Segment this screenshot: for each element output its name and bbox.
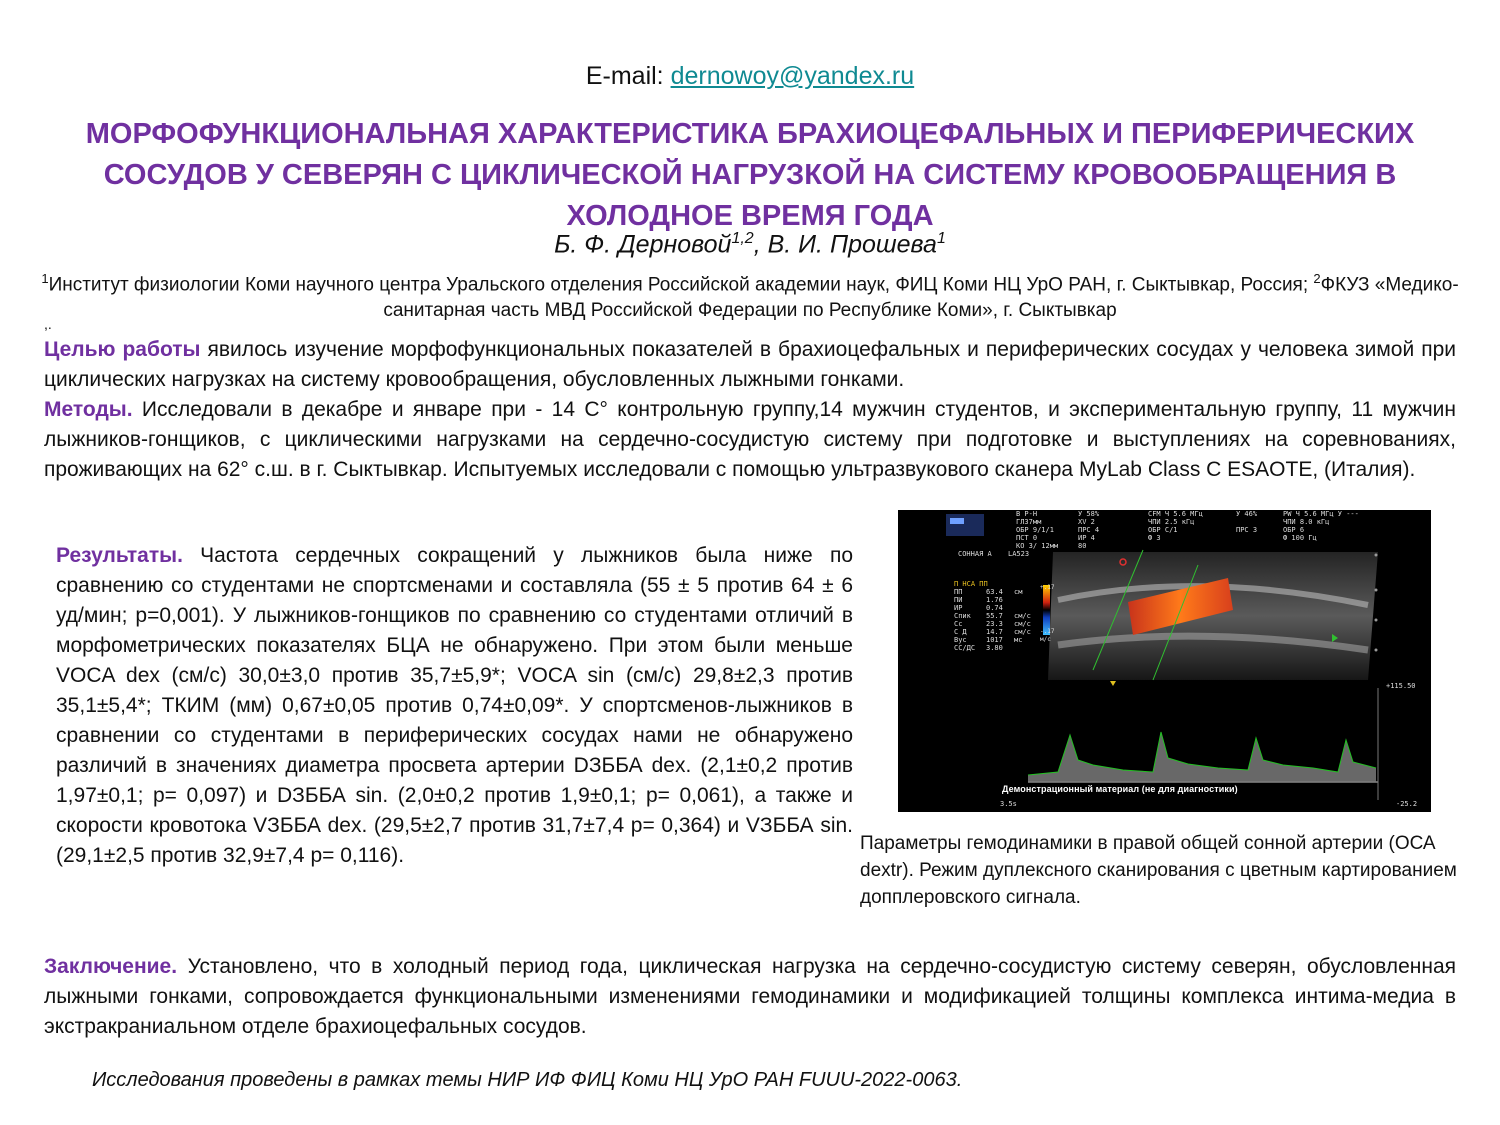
us-measurement-key: ПП bbox=[954, 588, 963, 596]
us-h1-line: КО 3/ 12мм bbox=[1016, 542, 1059, 550]
author-1: Б. Ф. Дерновой bbox=[554, 230, 732, 259]
us-h2-line: ИР 4 bbox=[1078, 534, 1095, 542]
us-vessel-label: СОННАЯ А bbox=[958, 550, 992, 558]
affil-1-text: Институт физиологии Коми научного центра Уральского отделения Российской академии наук, ФИЦ Коми НЦ УрО РАН, г. Сыктывкар, Россия; bbox=[48, 274, 1314, 296]
us-measurement-key: ПИ bbox=[954, 596, 963, 604]
conclusion-text: Установлено, что в холодный период года, циклическая нагрузка на сердечно-сосудистую систему северян, обусловленная лыжными гонками, сопровождается функциональными изменениями гемодинамики и модификацией толщины комплекса интима-медиа в экстракраниальном отделе брахиоцефальных сосудов. bbox=[44, 955, 1456, 1038]
affil-2-mark: 2 bbox=[1313, 271, 1321, 286]
us-velocity-top: +115.50 bbox=[1386, 682, 1416, 690]
us-h4-line: ПРС 3 bbox=[1236, 526, 1258, 534]
funding-note: Исследования проведены в рамках темы НИР ИФ ФИЦ Коми НЦ УрО РАН FUUU-2022-0063. bbox=[92, 1069, 963, 1091]
us-scale-unit: м/с bbox=[1040, 636, 1051, 643]
us-measurement-key: С Д bbox=[954, 628, 967, 636]
us-measurement-unit: см/с bbox=[1014, 612, 1031, 620]
ultrasound-image bbox=[898, 510, 1431, 812]
us-measurement-row bbox=[954, 620, 1044, 628]
us-measurement-key: ИР bbox=[954, 604, 963, 612]
us-measurement-row bbox=[954, 604, 1044, 612]
us-header-col4 bbox=[1236, 510, 1257, 534]
us-h5-line: PW Ч 5.6 МГц У --- bbox=[1283, 510, 1359, 518]
us-h4-line: У 46% bbox=[1236, 510, 1258, 518]
us-measurement-row bbox=[954, 628, 1044, 636]
us-measurement-key: Спик bbox=[954, 612, 971, 620]
us-header-col2 bbox=[1078, 510, 1099, 550]
us-probe-label: LA523 bbox=[1008, 550, 1030, 558]
author-2: В. И. Прошева bbox=[767, 230, 937, 259]
us-measurement-unit: мс bbox=[1014, 636, 1023, 644]
us-h5-line: Ф 100 Гц bbox=[1283, 534, 1317, 542]
affil-1-mark: 1 bbox=[41, 271, 49, 286]
stray-mark: ,. bbox=[44, 316, 52, 332]
us-h3-line: ЧПИ 2.5 кГц bbox=[1148, 518, 1195, 526]
us-h1-line: B P-H bbox=[1016, 510, 1038, 518]
us-measurement-value: 1.76 bbox=[986, 596, 1003, 604]
us-scale-bottom: -.17 bbox=[1040, 628, 1055, 635]
author-2-affil: 1 bbox=[936, 230, 946, 247]
us-h5-line: ОБР 6 bbox=[1283, 526, 1305, 534]
us-measurement-unit: см bbox=[1014, 588, 1023, 596]
poster-title: МОРФОФУНКЦИОНАЛЬНАЯ ХАРАКТЕРИСТИКА БРАХИОЦЕФАЛЬНЫХ И ПЕРИФЕРИЧЕСКИХ СОСУДОВ У СЕВЕРЯН С ЦИКЛИЧЕСКОЙ НАГРУЗКОЙ НА СИСТЕМУ КРОВООБРАЩЕНИЯ В ХОЛОДНОЕ ВРЕМЯ ГОДА bbox=[85, 118, 1415, 232]
authors bbox=[0, 230, 1500, 259]
us-measurement-value: 3.80 bbox=[986, 644, 1003, 652]
author-separator: , bbox=[753, 230, 768, 259]
us-h3-line: ОБР С/1 bbox=[1148, 526, 1178, 534]
us-h2-line: У 58% bbox=[1078, 510, 1100, 518]
methods-paragraph bbox=[44, 395, 1456, 485]
us-scale-top: +.17 bbox=[1040, 584, 1055, 591]
us-measurements bbox=[954, 588, 1044, 652]
us-h3-line: Ф 3 bbox=[1148, 534, 1161, 542]
email-label: E-mail: bbox=[585, 62, 671, 90]
figure-caption: Параметры гемодинамики в правой общей сонной артерии (ОСА dextr). Режим дуплексного сканирования с цветным картированием допплеровского сигнала. bbox=[860, 833, 1457, 908]
us-header-col3 bbox=[1148, 510, 1203, 542]
us-measurement-row bbox=[954, 644, 1044, 652]
affiliations bbox=[30, 266, 1470, 324]
us-measurement-key: Сс bbox=[954, 620, 963, 628]
conclusion-paragraph bbox=[44, 952, 1456, 1042]
us-velocity-bottom: -25.2 bbox=[1396, 800, 1418, 808]
us-watermark: Демонстрационный материал (не для диагностики) bbox=[1002, 784, 1238, 794]
us-header-col5 bbox=[1283, 510, 1359, 542]
us-h3-line: CFM Ч 5.6 МГц bbox=[1148, 510, 1203, 518]
aim-label: Целью работы bbox=[44, 338, 201, 361]
us-h1-line: ГЛ37мм bbox=[1016, 518, 1042, 526]
us-measurement-value: 0.74 bbox=[986, 604, 1003, 612]
us-measure-title: П НСА ПП bbox=[954, 580, 988, 588]
us-measurement-row bbox=[954, 596, 1044, 604]
author-1-affil: 1,2 bbox=[731, 230, 754, 247]
us-h5-line: ЧПИ 8.0 кГц bbox=[1283, 518, 1330, 526]
us-measurement-value: 63.4 bbox=[986, 588, 1003, 596]
aim-text: явилось изучение морфофункциональных показателей в брахиоцефальных и периферических сосудах у человека зимой при циклических нагрузках на систему кровообращения, обусловленных лыжными гонками. bbox=[44, 338, 1456, 391]
methods-label: Методы. bbox=[44, 398, 133, 421]
us-h1-line: ОБР 9/1/1 bbox=[1016, 526, 1054, 534]
us-measurement-key: Вус bbox=[954, 636, 967, 644]
aim-paragraph bbox=[44, 335, 1456, 395]
us-h2-line: ПРС 4 bbox=[1078, 526, 1100, 534]
results-paragraph bbox=[56, 541, 853, 871]
us-measurement-row bbox=[954, 636, 1044, 644]
us-measurement-row bbox=[954, 612, 1044, 620]
us-time-label: 3.5s bbox=[1000, 800, 1017, 808]
us-header-col1 bbox=[1016, 510, 1058, 550]
us-measurement-key: СС/ДС bbox=[954, 644, 976, 652]
us-measurement-value: 1017 bbox=[986, 636, 1003, 644]
us-measurement-unit: см/с bbox=[1014, 628, 1031, 636]
us-h2-line: 80 bbox=[1078, 542, 1087, 550]
us-measurement-row bbox=[954, 588, 1044, 596]
email-line bbox=[0, 62, 1500, 91]
us-measurement-value: 55.7 bbox=[986, 612, 1003, 620]
methods-text: Исследовали в декабре и январе при - 14 С° контрольную группу,14 мужчин студентов, и экспериментальную группу, 11 мужчин лыжников-гонщиков, с циклическими нагрузками на сердечно-сосудистую систему при подготовке и выступлениях на соревнованиях, проживающих на 62° с.ш. в г. Сыктывкар. Испытуемых исследовали с помощью ультразвукового сканера MyLab Class C ESAOTE, (Италия). bbox=[44, 398, 1456, 481]
us-h1-line: ПСТ 0 bbox=[1016, 534, 1038, 542]
us-h2-line: XV 2 bbox=[1078, 518, 1095, 526]
results-label: Результаты. bbox=[56, 544, 183, 567]
results-text: Частота сердечных сокращений у лыжников была ниже по сравнению со студентами не спортсменами и составляла (55 ± 5 против 64 ± 6 уд/мин; p=0,001). У лыжников-гонщиков по сравнению со студентами отличий в морфометрических показателях БЦА не обнаружено. При этом были меньше VOCA dex (см/с) 30,0±3,0 против 35,7±5,9*; VOCA sin (см/с) 29,8±2,3 против 35,1±5,4*; ТКИМ (мм) 0,67±0,05 против 0,74±0,09*. У спортсменов-лыжников в сравнении со студентами в периферических сосудах нами не обнаружено различий в значениях диаметра просвета артерии DЗББА dex. (2,1±0,2 против 1,97±0,1; p= 0,097) и DЗББА sin. (2,0±0,2 против 1,9±0,1; p= 0,061), а также и скорости кровотока VЗББА dex. (29,5±2,7 против 31,7±7,4 p= 0,364) и VЗББА sin. (29,1±2,5 против 32,9±7,4 p= 0,116). bbox=[56, 544, 853, 867]
email-link[interactable]: dernowoy@yandex.ru bbox=[670, 62, 915, 90]
us-measurement-value: 14.7 bbox=[986, 628, 1003, 636]
us-measurement-value: 23.3 bbox=[986, 620, 1003, 628]
affil-2-text: ФКУЗ «Медико-санитарная часть МВД Российской Федерации по Республике Коми», г. Сыктывкар bbox=[383, 274, 1459, 322]
conclusion-label: Заключение. bbox=[44, 955, 178, 978]
us-measurement-unit: см/с bbox=[1014, 620, 1031, 628]
